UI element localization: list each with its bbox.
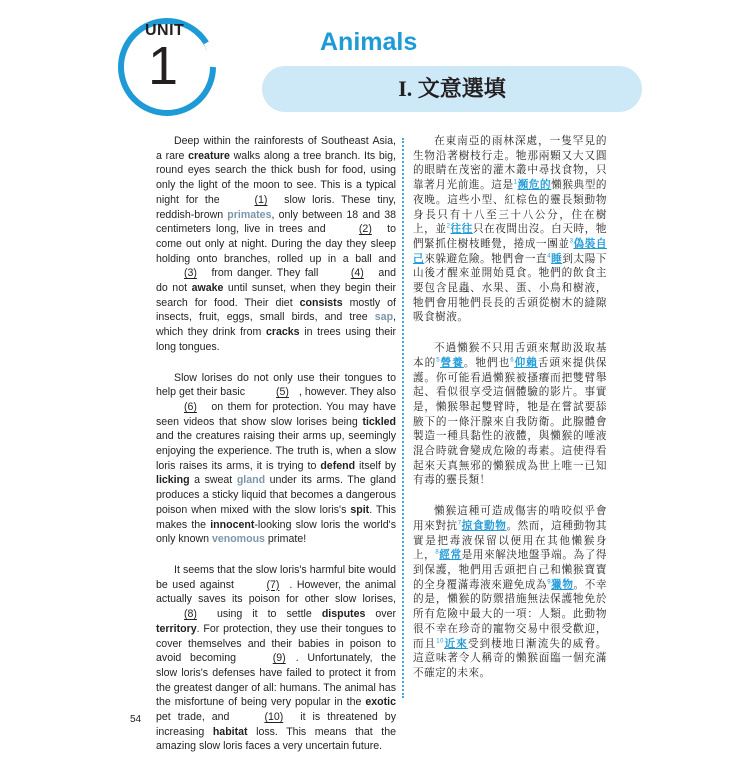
text-run: Deep within the rainforests of Southeast Asia, a rare [156,135,396,162]
text-run: . Unfortunately, the slow loris's defenses have failed to protect it from the greatest danger of all: humans. The animal has the misfortune of being very popular in the [156,652,396,709]
chinese-paragraph-1 [413,134,607,325]
glossed-term: venomous [211,533,265,546]
glossed-term: sap [374,311,394,324]
blank-number: 6 [510,357,515,364]
chinese-translation [413,134,607,697]
text-run: primate! [264,533,307,546]
text-run: on them for protection. You may have seen videos that show slow lorises being [156,400,396,428]
answer-blank[interactable]: (9) [272,652,286,665]
answer-blank[interactable]: (4) [350,267,364,280]
text-run: 來躲避危險。牠們會一直 [424,252,548,265]
text-run: in trees using their long tongues. [156,326,396,353]
answer-blank[interactable]: (6) [184,400,197,413]
text-run: 懶猴這種可造成傷害的啃咬似乎會用來對抗 [413,505,607,532]
text-run: . However, the animal actually saves its poison for other slow lorises, [156,578,396,606]
text-run: . For protection, they use their tongues to cover themselves and their babies in poison to avoid becoming [156,622,396,665]
text-run: and do not [156,267,396,295]
text-run: it is threatened by increasing [156,711,396,738]
text-run: Slow lorises do not only use their tongues to help get their basic [156,371,396,399]
text-run: 。不幸的是，懶猴的防禦措施無法保護牠免於所有危險中最大的一項：人類。此動物很不幸在珍奇的寵物交易中很受歡迎，而且 [413,578,608,650]
unit-title: Animals [320,28,418,56]
blank-number: 8 [435,549,440,556]
answer-key-term: 往往 [450,223,473,236]
text-run: slow loris. These tiny, reddish-brown [156,193,396,221]
vocab-term: innocent [210,518,255,531]
english-passage [156,134,396,770]
glossed-term: primates [227,208,272,221]
text-run: to come out only at night. During the day they sleep holding onto branches, rolled up in a ball and [156,223,396,265]
answer-key-term: 獵物 [551,578,574,591]
text-run: and the creatures raising their arms up, seemingly enjoying the experience. The truth is, when a slow loris raises its arms, it is trying to [156,430,396,472]
glossed-term: gland [236,474,266,487]
vocab-term: habitat [212,725,248,738]
vocab-term: consists [299,296,343,309]
vocab-term: disputes [321,608,366,621]
vocab-term: defend [320,459,356,472]
answer-key-term: 營養 [440,356,464,369]
text-run: . This makes the [156,503,396,531]
section-title: I. 文意選填 [398,76,506,101]
text-run: mostly of insects, fruit, eggs, small birds, and tree [156,296,396,324]
answer-blank[interactable]: (5) [275,386,289,399]
unit-label: UNIT [145,22,185,39]
text-run: 不過懶猴不只用舌頭來幫助汲取基本的 [413,342,607,369]
answer-key-term: 睡 [551,252,563,265]
text-run: from danger. They fall [206,267,323,280]
answer-key-term: 仰賴 [514,356,538,369]
blank-number: 7 [457,520,462,527]
blank-number: 4 [547,253,552,260]
answer-blank[interactable]: (8) [184,608,197,621]
text-run: 受到棲地日漸流失的威脅。這意味著令人稱奇的懶猴面臨一個充滿不確定的未來。 [413,637,608,679]
text-run: under its arms. The gland produces a sticky liquid that becomes a dangerous poison when mixed with the slow loris's [156,474,397,516]
answer-blank[interactable]: (7) [266,578,280,591]
text-run: over [365,608,396,621]
english-paragraph-3 [156,563,396,754]
text-run: -looking slow loris the world's only known [156,518,396,546]
text-run: 。牠們也 [463,356,511,369]
text-run: itself by [355,459,397,472]
chinese-paragraph-3 [413,504,607,680]
answer-key-term: 瀕危的 [517,179,552,192]
text-run: 。然而，這種動物其實是把毒液保留以便用在其他懶猴身上， [413,519,608,562]
vocab-term: licking [156,474,190,487]
text-run: 到太陽下山後才醒來並開始覓食。牠們的飲食主要包含昆蟲、水果、蛋、小鳥和樹液，牠們會用牠們長長的舌頭從樹木的縫隙吸食樹液。 [413,252,608,324]
answer-blank[interactable]: (10) [264,711,284,724]
blank-number: 2 [446,223,451,230]
text-run: 舌頭來提供保護。你可能看過懶猴被搔癢而把雙臂舉起、看似很享受這個體驗的影片。事實是，懶猴舉起雙臂時，牠是在嘗試要舔腋下的一條汗腺來自我防衛。此腺體會製造一種具黏性的液體，與懶猴的唾液混合時就會變成危險的毒素。這使得看起來天真無邪的懶猴成為世上唯一已知有毒的靈長類！ [413,356,608,487]
answer-blank[interactable]: (1) [254,193,268,206]
answer-key-term: 偽裝自己 [413,237,608,265]
text-run: , however. They also [298,386,396,399]
blank-number: 10 [436,637,444,644]
vocab-term: tickled [362,415,396,428]
answer-blank[interactable]: (3) [184,267,197,280]
vocab-term: awake [191,282,224,295]
text-run: using it to settle [206,608,322,621]
vocab-term: creature [188,149,230,162]
vocab-term: spit [350,503,370,516]
text-run: walks along a tree branch. Its big, round eyes search the thick bush for food, using only the light of the moon to see. This is a typical night for the [156,149,396,206]
blank-number: 9 [547,579,552,586]
unit-number: 1 [148,36,179,96]
vocab-term: exotic [365,696,396,709]
blank-number: 3 [569,238,574,245]
text-run: It seems that the slow loris's harmful bite would be used against [156,563,396,591]
text-run: , only between 18 and 38 centimeters long, live in trees and [156,208,396,236]
english-paragraph-2 [156,371,396,547]
page-number: 54 [130,714,142,725]
answer-key-term: 經常 [439,549,462,562]
answer-blank[interactable]: (2) [358,223,372,236]
text-run: 只在夜間出沒。白天時，牠們緊抓住樹枝睡覺，捲成一團並 [413,223,608,250]
text-run: a sweat [189,474,237,487]
blank-number: 1 [513,179,518,186]
text-run: 是用來解決地盤爭端。為了得到保護，牠們用舌頭把自己和懶猴寶寶的全身覆滿毒液來避免成為 [413,549,608,591]
answer-key-term: 掠食動物 [461,519,507,532]
text-run: 在東南亞的雨林深處，一隻罕見的生物沿著樹枝行走。牠那兩顆又大又圓的眼睛在茂密的灌木叢中尋找食物，只靠著月光前進。這是 [413,135,607,192]
text-run: pet trade, and [156,711,237,724]
text-run: until sunset, when they begin their search for food. Their diet [156,282,396,309]
english-paragraph-1 [156,134,396,355]
text-run: loss. This means that the amazing slow loris faces a very uncertain future. [156,725,397,753]
answer-key-term: 近來 [443,637,468,650]
vocab-term: territory [156,622,197,635]
column-divider [402,138,404,698]
chinese-paragraph-2 [413,341,607,488]
vocab-term: cracks [265,326,300,339]
blank-number: 5 [436,357,441,364]
text-run: 懶猴典型的夜晚。這些小型、紅棕色的靈長類動物身長只有十八至三十八公分，住在樹上，並 [413,179,608,236]
text-run: , which they drink from [156,311,396,339]
